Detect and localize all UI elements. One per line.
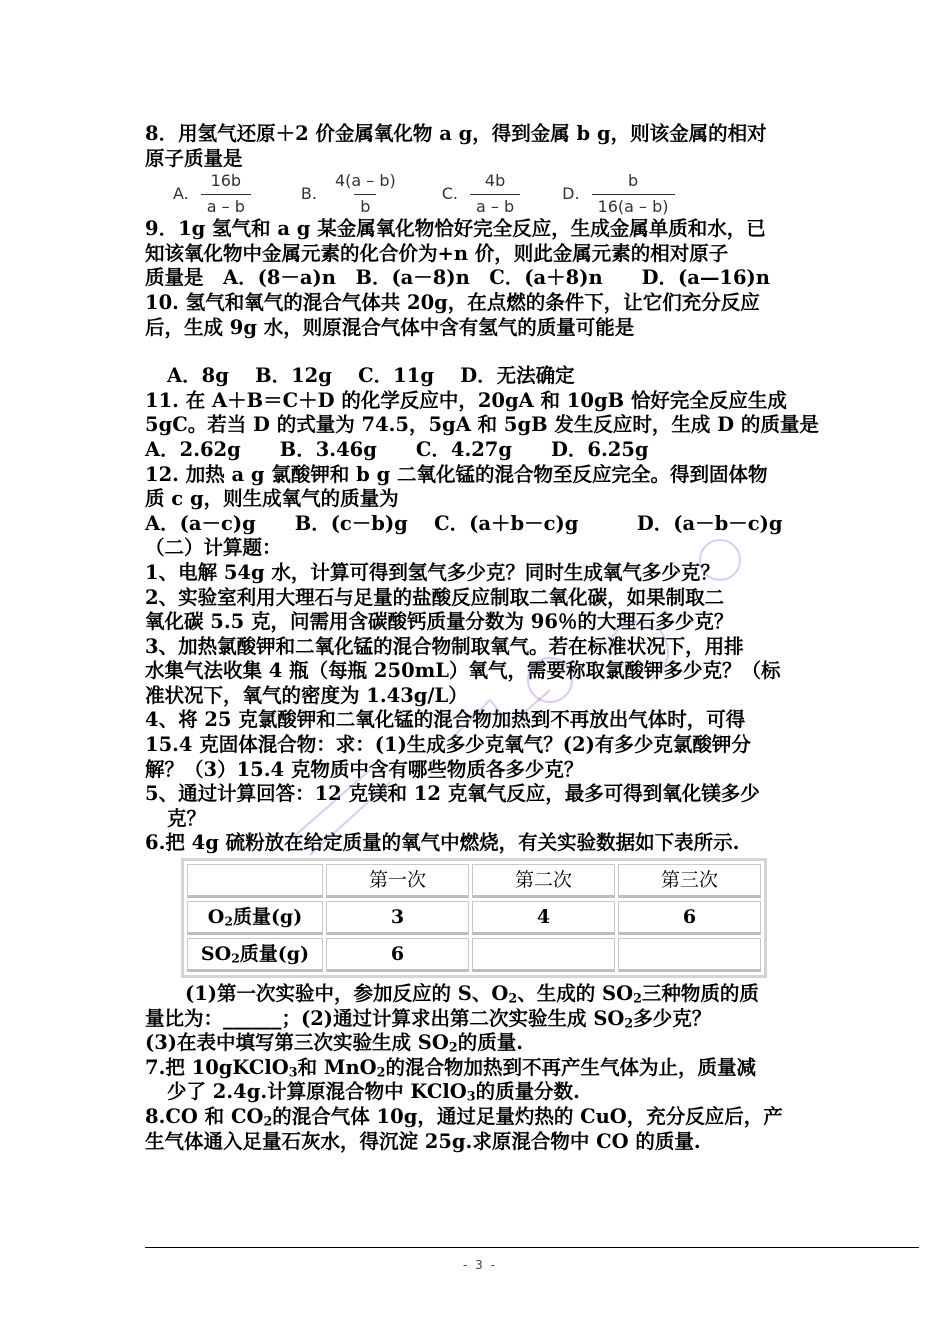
calc4-line1: 4、将 25 克氯酸钾和二氧化锰的混合物加热到不再放出气体时，可得: [145, 708, 746, 732]
footer-divider: [145, 1247, 919, 1248]
calc7-line1: 7.把 10gKClO$_3$和 MnO$_2$的混合物加热到不再产生气体为止，质量减: [145, 1055, 756, 1080]
table-row: [187, 901, 761, 935]
table-cell[interactable]: [618, 938, 761, 972]
fraction: $\frac{4(a - b)}{b}$: [329, 169, 402, 219]
calc5-line1: 5、通过计算回答：12 克镁和 12 克氧气反应，最多可得到氧化镁多少: [145, 782, 760, 806]
page-content: [145, 122, 825, 1154]
fraction: $\frac{16b}{a - b}$: [201, 169, 251, 219]
q11-line2: 5gC。若当 D 的式量为 74.5，5gA 和 5gB 发生反应时，生成 D 的质量是: [145, 413, 819, 437]
row-label-so2: $SO_2$质量(g): [187, 938, 323, 972]
table-row: [187, 938, 761, 972]
calc1: 1、电解 54g 水，计算可得到氢气多少克？同时生成氧气多少克？: [145, 560, 720, 584]
q11-options: A．2.62g B．3.46g C．4.27g D．6.25g: [145, 437, 649, 461]
calc6-part3: (3)在表中填写第三次实验生成 $SO_2$的质量.: [145, 1031, 523, 1055]
fraction: $\frac{4b}{a - b}$: [470, 169, 520, 219]
q8-option-d: D. $\frac{b}{16(a - b)}$: [562, 169, 674, 219]
table-cell: 4: [472, 901, 615, 935]
table-cell: 6: [618, 901, 761, 935]
calc6-part2: 量比为：______；(2)通过计算求出第二次实验生成 $SO_2$多少克？: [145, 1006, 712, 1031]
q10-line2: 后，生成 9g 水，则原混合气体中含有氢气的质量可能是: [145, 315, 635, 339]
table-header-cell: 第一次: [326, 864, 469, 898]
q12-line1: 12. 加热 a g 氯酸钾和 b g 二氧化锰的混合物至反应完全。得到固体物: [145, 462, 768, 486]
q12-options: A．(a－c)g B．(c－b)g C．(a＋b－c)g D．(a－b－c)g: [145, 511, 783, 535]
table-cell: 3: [326, 901, 469, 935]
table-header-cell: 第三次: [618, 864, 761, 898]
calc7-line2: 少了 2.4g.计算原混合物中 KClO$_3$的质量分数.: [167, 1080, 580, 1104]
q8-stem-line2: 原子质量是: [145, 146, 243, 170]
q11-line1: 11. 在 A＋B＝C＋D 的化学反应中，20gA 和 10gB 恰好完全反应生成: [145, 388, 787, 412]
calc4-line2: 15.4 克固体混合物：求：(1)生成多少克氧气？(2)有多少克氯酸钾分: [145, 733, 751, 757]
q10-line1: 10. 氢气和氧气的混合气体共 20g，在点燃的条件下，让它们充分反应: [145, 290, 760, 314]
q9-line3: 质量是 A．(8－a)n B．(a－8)n C．(a＋8)n D．(a—16)n: [145, 266, 770, 290]
calc2-line1: 2、实验室利用大理石与足量的盐酸反应制取二氧化碳，如果制取二: [145, 585, 725, 609]
calc8-line2: 生气体通入足量石灰水，得沉淀 25g.求原混合物中 CO 的质量.: [145, 1129, 701, 1153]
table-header-cell: [187, 864, 323, 898]
q8-option-a: A. $\frac{16b}{a - b}$: [173, 169, 251, 219]
calc2-line2: 氧化碳 5.5 克，问需用含碳酸钙质量分数为 96％的大理石多少克？: [145, 610, 734, 634]
q10-options: A．8g B．12g C．11g D．无法确定: [167, 364, 575, 388]
fraction: $\frac{b}{16(a - b)}$: [592, 169, 675, 219]
q8-options: [145, 171, 825, 217]
calc5-line2: 克？: [167, 806, 207, 830]
calc6-part1: (1)第一次实验中，参加反应的 S、$O_2$、生成的 $SO_2$三种物质的质: [185, 982, 759, 1006]
table-header-row: [187, 864, 761, 898]
calc8-line1: 8.CO 和 $CO_2$的混合气体 10g，通过足量灼热的 CuO，充分反应后，产: [145, 1105, 783, 1129]
calc3-line1: 3、加热氯酸钾和二氧化锰的混合物制取氧气。若在标准状况下，用排: [145, 634, 744, 658]
q9-line1: 9．1g 氢气和 a g 某金属氧化物恰好完全反应，生成金属单质和水，已: [145, 217, 766, 241]
q8-option-c: C. $\frac{4b}{a - b}$: [442, 169, 520, 219]
calc6-stem: 6.把 4g 硫粉放在给定质量的氧气中燃烧，有关实验数据如下表所示.: [145, 831, 740, 855]
table-cell: 6: [326, 938, 469, 972]
q9-line2: 知该氧化物中金属元素的化合价为+n 价，则此金属元素的相对原子: [145, 241, 729, 265]
answer-blank[interactable]: ______: [223, 1006, 282, 1030]
calc3-line2: 水集气法收集 4 瓶（每瓶 250mL）氧气，需要称取氯酸钾多少克？（标: [145, 659, 781, 683]
q8-stem-line1: 8．用氢气还原＋2 价金属氧化物 a g，得到金属 b g，则该金属的相对: [145, 122, 767, 145]
table-cell[interactable]: [472, 938, 615, 972]
section-title: （二）计算题：: [145, 536, 282, 560]
q8-option-b: B. $\frac{4(a - b)}{b}$: [301, 169, 402, 219]
q12-line2: 质 c g，则生成氧气的质量为: [145, 487, 399, 511]
experiment-table: [181, 858, 767, 978]
row-label-o2: $O_2$质量(g): [187, 901, 323, 935]
calc4-line3: 解？（3）15.4 克物质中含有哪些物质各多少克？: [145, 757, 584, 781]
page-number: - 3 -: [463, 1258, 497, 1272]
table-header-cell: 第二次: [472, 864, 615, 898]
calc3-line3: 准状况下，氧气的密度为 1.43g/L）: [145, 683, 468, 707]
